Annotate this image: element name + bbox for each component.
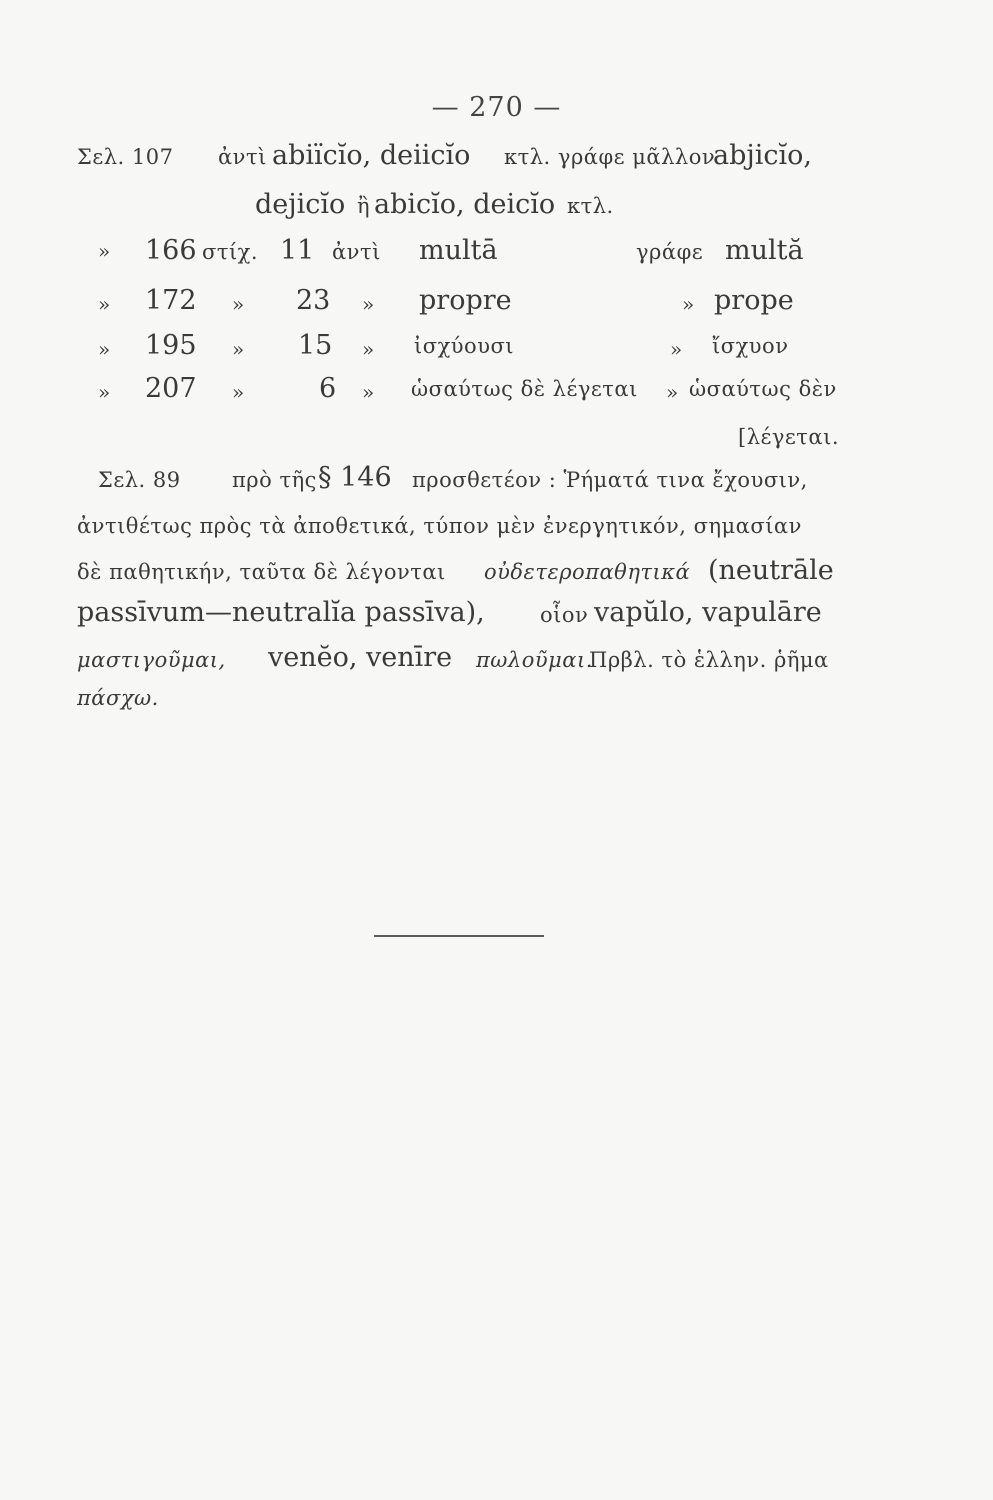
row-stich: στίχ.: [202, 240, 259, 264]
errata-correct-form: abjicĭo,: [713, 140, 812, 171]
row-ditto: »: [232, 292, 245, 316]
row-quote: »: [98, 380, 111, 404]
addendum-greek-gloss-2: πωλοῦμαι.: [476, 648, 593, 672]
addendum-greek-gloss-3: πάσχω.: [77, 686, 159, 710]
end-rule: [374, 935, 544, 937]
row-ditto: »: [232, 337, 245, 361]
row-quote: »: [98, 292, 111, 316]
row-ditto: »: [362, 292, 375, 316]
errata-wrong-forms: abiïcĭo, deiicĭo: [272, 140, 471, 171]
errata-correct-form-3: abicĭo, deicĭo: [374, 189, 556, 220]
row-page: 166: [145, 235, 197, 266]
row-wrong: ὡσαύτως δὲ λέγεται: [411, 377, 638, 401]
row-ditto: »: [232, 380, 245, 404]
row-ditto: »: [362, 380, 375, 404]
addendum-latin-4: venĕo, venīre: [268, 642, 453, 673]
row-ditto: »: [682, 292, 695, 316]
page-number: — 270 —: [431, 92, 562, 123]
addendum-text-1: προσθετέον : Ῥήματά τινα ἔχουσιν,: [412, 468, 808, 492]
row-continuation: [λέγεται.: [738, 425, 840, 449]
addendum-oion: οἷον: [540, 603, 589, 627]
addendum-latin-3: vapŭlo, vapulāre: [594, 597, 822, 628]
row-wrong: ἰσχύουσι: [414, 334, 515, 358]
addendum-greek-gloss-1: μαστιγοῦμαι,: [77, 648, 226, 672]
row-right: ὡσαύτως δὲν: [689, 377, 837, 401]
addendum-latin-2: passīvum—neutralĭa passīva),: [77, 597, 485, 628]
addendum-text-3: δὲ παθητικήν, ταῦτα δὲ λέγονται: [77, 560, 446, 584]
errata-ktl: κτλ.: [567, 194, 614, 218]
row-right: ἴσχυον: [712, 334, 789, 358]
addendum-text-2: ἀντιθέτως πρὸς τὰ ἀποθετικά, τύπον μὲν ἐνεργητικόν, σημασίαν: [77, 514, 802, 538]
errata-correct-form-2: dejicĭo: [255, 189, 346, 220]
row-right: multă: [725, 235, 804, 266]
row-ditto: »: [362, 337, 375, 361]
addendum-pro-tes: πρὸ τῆς: [232, 468, 317, 492]
addendum-section: § 146: [318, 462, 392, 493]
addendum-latin-1: (neutrāle: [708, 555, 834, 586]
row-ditto: »: [670, 337, 683, 361]
row-right: prope: [714, 285, 794, 316]
row-line: 6: [319, 373, 337, 404]
row-wrong: multā: [419, 235, 498, 266]
row-line: 23: [296, 285, 331, 316]
row-line: 15: [298, 330, 333, 361]
addendum-page-ref: Σελ. 89: [98, 468, 181, 492]
row-line: 11: [280, 235, 315, 266]
errata-grafe-mallon: κτλ. γράφε μᾶλλον: [504, 145, 716, 169]
row-page: 207: [145, 373, 197, 404]
row-page: 195: [145, 330, 197, 361]
errata-word-anti: ἀντὶ: [218, 145, 267, 169]
addendum-compare: Πρβλ. τὸ ἑλλην. ῥῆμα: [589, 648, 829, 672]
row-quote: »: [98, 239, 111, 263]
row-wrong: propre: [419, 285, 512, 316]
row-grafe: γράφε: [636, 240, 704, 264]
row-page: 172: [145, 285, 197, 316]
errata-word-e: ἢ: [357, 194, 371, 218]
addendum-term: οὐδετεροπαθητικά: [484, 560, 691, 584]
row-anti: ἀντὶ: [332, 240, 381, 264]
errata-page-ref: Σελ. 107: [77, 145, 174, 169]
row-quote: »: [98, 337, 111, 361]
row-ditto: »: [666, 380, 679, 404]
